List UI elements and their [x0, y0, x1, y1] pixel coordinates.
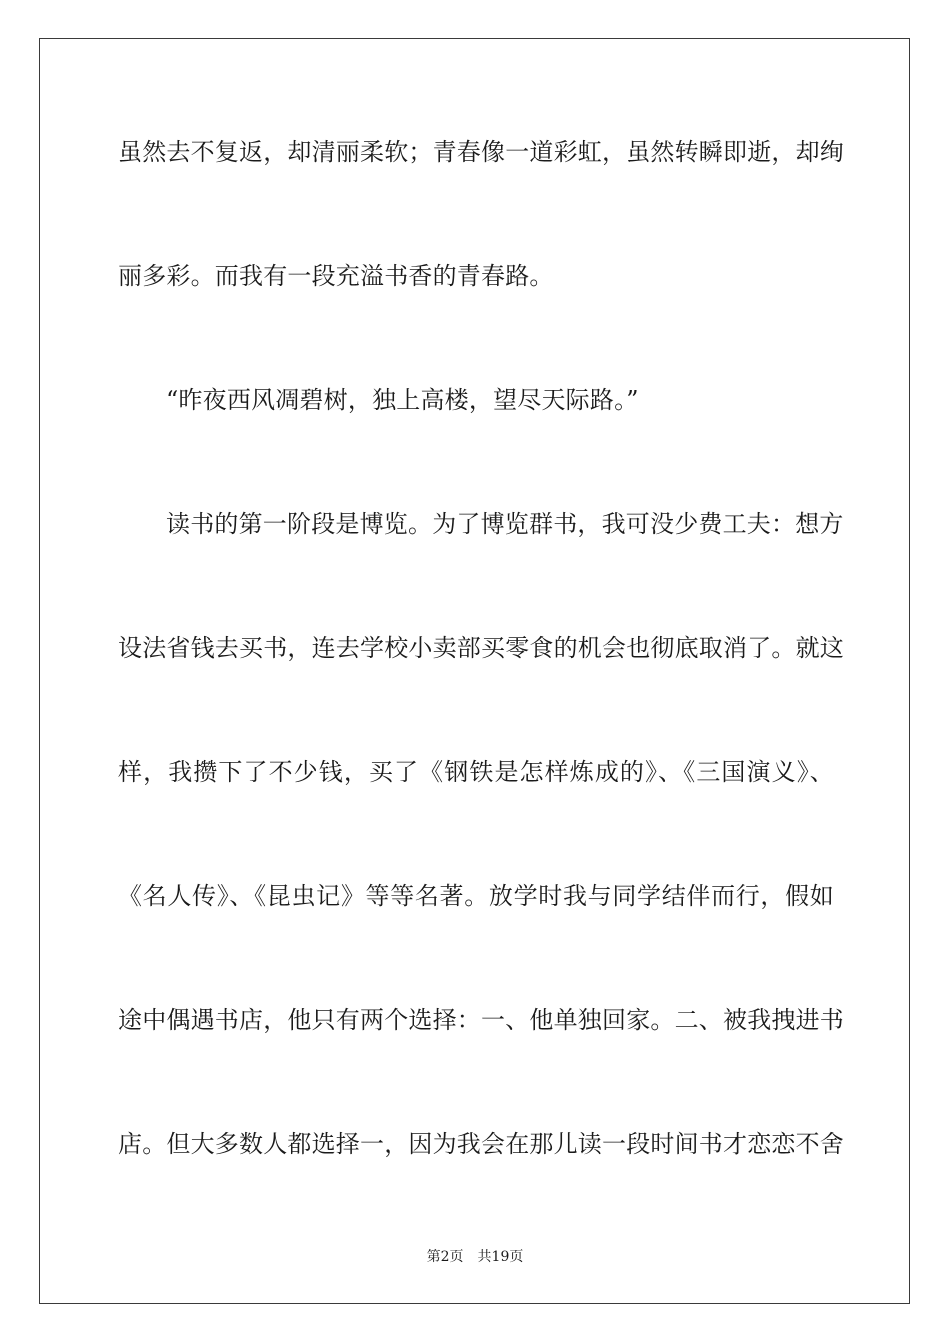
text-line-1: 虽然去不复返，却清丽柔软；青春像一道彩虹，虽然转瞬即逝，却绚	[118, 138, 844, 166]
page-border	[39, 38, 910, 1304]
page-total: 共19页	[477, 1249, 524, 1265]
quote-line: “昨夜西风凋碧树，独上高楼，望尽天际路。”	[166, 386, 639, 414]
text-line-7: 《名人传》、《昆虫记》等等名著。放学时我与同学结伴而行，假如	[118, 882, 834, 910]
text-line-5: 设法省钱去买书，连去学校小卖部买零食的机会也彻底取消了。就这	[118, 634, 844, 662]
text-line-8: 途中偶遇书店，他只有两个选择：一、他单独回家。二、被我拽进书	[118, 1006, 844, 1034]
text-line-6: 样，我攒下了不少钱，买了《钢铁是怎样炼成的》、《三国演义》、	[118, 758, 834, 786]
page-number: 第2页	[426, 1249, 464, 1265]
page-footer	[0, 1248, 950, 1266]
text-line-9: 店。但大多数人都选择一，因为我会在那儿读一段时间书才恋恋不舍	[118, 1130, 844, 1158]
text-line-2: 丽多彩。而我有一段充溢书香的青春路。	[118, 262, 554, 290]
text-line-4: 读书的第一阶段是博览。为了博览群书，我可没少费工夫：想方	[166, 510, 844, 538]
